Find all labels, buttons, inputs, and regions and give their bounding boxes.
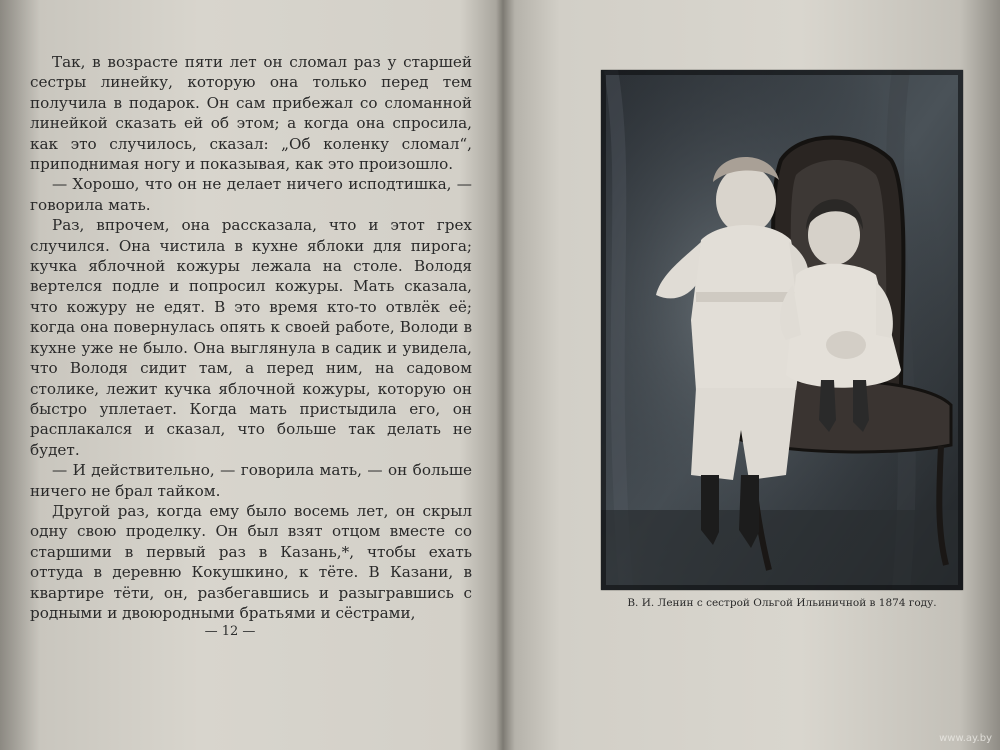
page-number: — 12 — xyxy=(204,624,256,639)
photograph-illustration xyxy=(601,70,963,590)
paragraph: Так, в возрасте пяти лет он сломал раз у старшей сестры линейку, которую она только перед тем получила в подарок. Он сам прибежал со сломанной линейкой сказать ей об этом; а когда она спросила, как это случилось, сказал: „Об коленку сломал“, приподнимая ногу и показывая, как это произошло. xyxy=(30,53,472,174)
page-body-text xyxy=(30,52,472,623)
photograph xyxy=(601,70,963,590)
watermark-text: www.ay.by xyxy=(939,733,992,744)
paragraph: — Хорошо, что он не делает ничего исподтишка, — говорила мать. xyxy=(30,175,472,214)
paragraph: Другой раз, когда ему было восемь лет, он скрыл одну свою проделку. Он был взят отцом вместе со старшими в первый раз в Казань,*, чтобы ехать оттуда в деревню Кокушкино, к тёте. В Казани, в квартире тёти, он, разбегавшись и разыгравшись с родными и двоюродными братьями и сёстрами, xyxy=(30,501,472,622)
photo-caption: В. И. Ленин с сестрой Ольгой Ильиничной в 1874 году. xyxy=(627,597,937,609)
paragraph: Раз, впрочем, она рассказала, что и этот грех случился. Она чистила в кухне яблоки для пирога; кучка яблочной кожуры лежала на столе. Володя вертелся подле и попросил кожуры. Мать сказала, что кожуру не едят. В это время кто-то отвлёк её; когда она повернулась опять к своей работе, Володи в кухне уже не было. Она выглянула в садик и увидела, что Володя сидит там, а перед ним, на садовом столике, лежит кучка яблочной кожуры, которую он быстро уплетает. Когда мать пристыдила его, он расплакался и сказал, что больше так делать не будет. xyxy=(30,216,472,459)
right-page xyxy=(505,0,1000,750)
paragraph: — И действительно, — говорила мать, — он больше ничего не брал тайком. xyxy=(30,461,472,500)
